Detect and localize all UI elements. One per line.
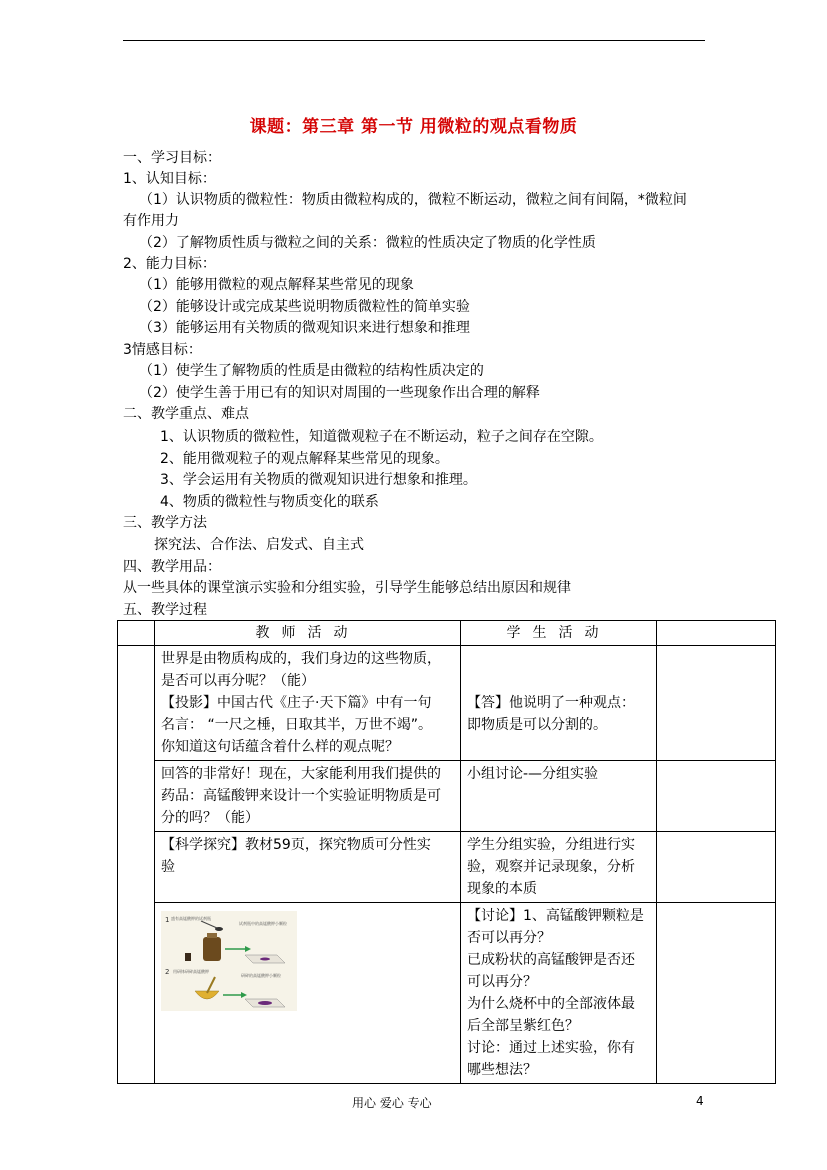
cell-line: 小组讨论-—分组实验	[467, 766, 599, 782]
section-heading: 三、教学方法	[123, 515, 207, 531]
teacher-activity-header: 教师活动	[155, 621, 461, 646]
student-cell	[461, 646, 657, 761]
table-cell	[118, 646, 155, 1084]
cell-line: 验	[161, 859, 175, 875]
table-cell	[657, 761, 776, 832]
cell-line: 为什么烧杯中的全部液体最	[467, 996, 635, 1012]
cell-line: 【答】他说明了一种观点：	[467, 695, 635, 711]
section-heading: 二、教学重点、难点	[123, 406, 249, 422]
table-cell	[657, 646, 776, 761]
cell-line: 【投影】中国古代《庄子·天下篇》中有一句	[161, 695, 432, 711]
table-row	[118, 903, 776, 1084]
table-row	[118, 832, 776, 903]
step-number: 2	[165, 968, 170, 976]
table-cell	[657, 621, 776, 646]
body-line: （3）能够运用有关物质的微观知识来进行想象和推理	[139, 320, 470, 336]
experiment-illustration	[161, 911, 297, 1011]
cell-line: 否可以再分？	[467, 930, 551, 946]
body-line: 3、学会运用有关物质的微观知识进行想象和推理。	[160, 472, 477, 488]
cell-line: 哪些想法？	[467, 1062, 537, 1078]
cell-line: 可以再分？	[467, 974, 537, 990]
student-cell	[461, 761, 657, 832]
body-line: （2）了解物质性质与微粒之间的关系：微粒的性质决定了物质的化学性质	[139, 235, 596, 251]
cell-line: 即物质是可以分割的。	[467, 717, 607, 733]
cell-line: 回答的非常好！现在，大家能利用我们提供的	[161, 766, 441, 782]
cell-line: 【讨论】1、高锰酸钾颗粒是	[467, 908, 644, 924]
table-cell	[657, 832, 776, 903]
cell-line: 后全部呈紫红色？	[467, 1018, 579, 1034]
body-line: 1、认识物质的微粒性，知道微观粒子在不断运动，粒子之间存在空隙。	[160, 429, 603, 445]
section-heading: 一、学习目标：	[123, 150, 221, 166]
body-line: 从一些具体的课堂演示实验和分组实验，引导学生能够总结出原因和规律	[123, 580, 571, 596]
cell-line: 验，观察并记录现象，分析	[467, 859, 635, 875]
section-heading: 四、教学用品：	[123, 559, 221, 575]
table-row	[118, 761, 776, 832]
cell-line: 世界是由物质构成的，我们身边的这些物质，	[161, 651, 441, 667]
figure-label: 试剂瓶中的高锰酸钾小颗粒	[239, 921, 287, 926]
page-number: 4	[696, 1094, 704, 1108]
footer-motto: 用心 爱心 专心	[352, 1096, 432, 1110]
body-line: （2）使学生善于用已有的知识对周围的一些现象作出合理的解释	[139, 385, 540, 401]
student-cell	[461, 832, 657, 903]
body-line: 探究法、合作法、启发式、自主式	[154, 537, 364, 553]
page-title: 课题：第三章 第一节 用微粒的观点看物质	[249, 117, 578, 137]
cell-line: 【科学探究】教材59页，探究物质可分性实	[161, 837, 431, 853]
table-row	[118, 646, 776, 761]
section-heading: 五、教学过程	[123, 602, 207, 618]
body-line: 4、物质的微粒性与物质变化的联系	[160, 494, 379, 510]
body-line: 有作用力	[123, 213, 179, 229]
header-rule	[123, 40, 705, 41]
figure-label: 用研钵研碎高锰酸钾	[173, 969, 209, 974]
teacher-cell	[155, 903, 461, 1084]
body-line: （1）认识物质的微粒性：物质由微粒构成的，微粒不断运动，微粒之间有间隔，*微粒间	[139, 192, 687, 208]
table-cell	[657, 903, 776, 1084]
body-line: （1）能够用微粒的观点解释某些常见的现象	[139, 277, 414, 293]
teacher-cell	[155, 832, 461, 903]
bottle-cap-icon	[185, 953, 191, 961]
spoon-line	[201, 921, 217, 928]
cell-line: 药品：高锰酸钾来设计一个实验证明物质是可	[161, 788, 441, 804]
reagent-bottle-icon	[203, 937, 221, 961]
table-cell	[118, 621, 155, 646]
cell-line: 名言： “一尺之棰，日取其半，万世不竭”。	[161, 717, 432, 733]
teacher-cell	[155, 646, 461, 761]
cell-line: 是否可以再分呢？（能）	[161, 673, 315, 689]
subsection-heading: 3情感目标：	[123, 342, 202, 358]
cell-line: 分的吗？（能）	[161, 810, 259, 826]
cell-line: 讨论：通过上述实验，你有	[467, 1040, 635, 1056]
student-cell	[461, 903, 657, 1084]
step-number: 1	[165, 916, 170, 924]
cell-line: 学生分组实验，分组进行实	[467, 837, 635, 853]
process-table	[117, 620, 776, 1084]
figure-label: 盛有高锰酸钾的试剂瓶	[171, 916, 211, 921]
cell-line: 现象的本质	[467, 881, 537, 897]
spoon-icon	[215, 927, 223, 931]
body-line: （2）能够设计或完成某些说明物质微粒性的简单实验	[139, 299, 470, 315]
arrow-head-icon	[245, 946, 251, 952]
subsection-heading: 1、认知目标：	[123, 171, 216, 187]
cell-line: 你知道这句话蕴含着什么样的观点呢？	[161, 739, 399, 755]
experiment-drawing	[161, 911, 297, 1011]
bottle-neck	[207, 933, 217, 938]
cell-line: 已成粉状的高锰酸钾是否还	[467, 952, 635, 968]
arrow-head-icon	[241, 992, 247, 998]
figure-label: 研碎的高锰酸钾小颗粒	[241, 973, 281, 978]
subsection-heading: 2、能力目标：	[123, 256, 216, 272]
powder-icon	[258, 1001, 272, 1005]
crystal-icon	[260, 958, 270, 961]
body-line: （1）使学生了解物质的性质是由微粒的结构性质决定的	[139, 363, 484, 379]
student-activity-header: 学生活动	[461, 621, 657, 646]
teacher-cell	[155, 761, 461, 832]
body-line: 2、能用微观粒子的观点解释某些常见的现象。	[160, 451, 449, 467]
pestle-icon	[207, 977, 215, 993]
table-header-row	[118, 621, 776, 646]
